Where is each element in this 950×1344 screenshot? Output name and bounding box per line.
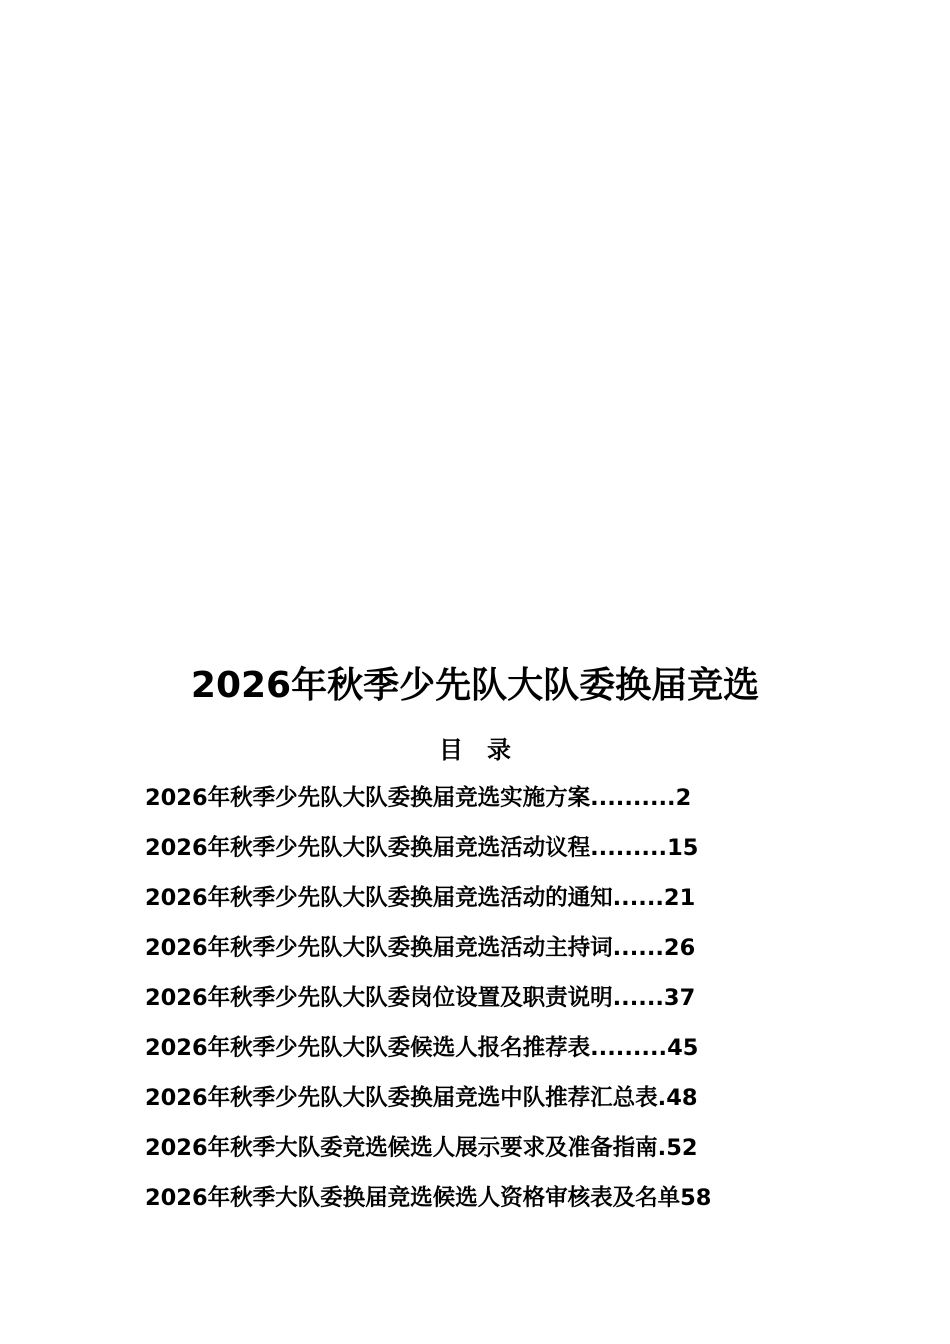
- toc-entry-text: 2026年秋季少先队大队委候选人报名推荐表: [145, 1035, 591, 1061]
- toc-entry-text: 2026年秋季大队委竞选候选人展示要求及准备指南: [145, 1135, 658, 1161]
- toc-entry-page: 15: [667, 835, 699, 861]
- toc-entry[interactable]: [145, 930, 805, 980]
- table-of-contents: [145, 780, 805, 1230]
- toc-entry-text: 2026年秋季少先队大队委换届竞选活动主持词: [145, 935, 613, 961]
- toc-entry[interactable]: [145, 1130, 805, 1180]
- toc-entry-leader: ..........: [590, 785, 676, 811]
- toc-entry[interactable]: [145, 1180, 805, 1230]
- toc-entry-page: 45: [667, 1035, 699, 1061]
- toc-entry-text: 2026年秋季少先队大队委换届竞选活动议程: [145, 835, 591, 861]
- toc-entry-page: 58: [680, 1185, 712, 1211]
- toc-entry-leader: .........: [590, 835, 668, 861]
- toc-entry-leader: ......: [612, 935, 664, 961]
- toc-entry-text: 2026年秋季大队委换届竞选候选人资格审核表及名单: [145, 1185, 681, 1211]
- toc-entry-page: 37: [663, 985, 696, 1011]
- toc-entry-page: 26: [663, 935, 696, 961]
- toc-entry-leader: .: [657, 1135, 667, 1161]
- toc-entry[interactable]: [145, 780, 805, 830]
- toc-heading: 目 录: [439, 736, 511, 764]
- document-title: 2026年秋季少先队大队委换届竞选: [190, 665, 760, 706]
- toc-entry-page: 48: [666, 1085, 698, 1111]
- toc-entry-page: 21: [663, 885, 696, 911]
- toc-entry[interactable]: [145, 1030, 805, 1080]
- toc-entry[interactable]: [145, 980, 805, 1030]
- toc-entry-text: 2026年秋季少先队大队委换届竞选实施方案: [145, 785, 591, 811]
- toc-entry-leader: ......: [612, 985, 664, 1011]
- toc-entry-page: 52: [666, 1135, 698, 1161]
- toc-entry-page: 2: [675, 785, 692, 811]
- toc-entry-text: 2026年秋季少先队大队委岗位设置及职责说明: [145, 985, 613, 1011]
- toc-entry[interactable]: [145, 830, 805, 880]
- toc-entry-leader: .: [657, 1085, 667, 1111]
- toc-entry-leader: .........: [590, 1035, 668, 1061]
- toc-entry-text: 2026年秋季少先队大队委换届竞选中队推荐汇总表: [145, 1085, 658, 1111]
- toc-entry[interactable]: [145, 880, 805, 930]
- toc-entry[interactable]: [145, 1080, 805, 1130]
- toc-entry-text: 2026年秋季少先队大队委换届竞选活动的通知: [145, 885, 613, 911]
- toc-entry-leader: ......: [612, 885, 664, 911]
